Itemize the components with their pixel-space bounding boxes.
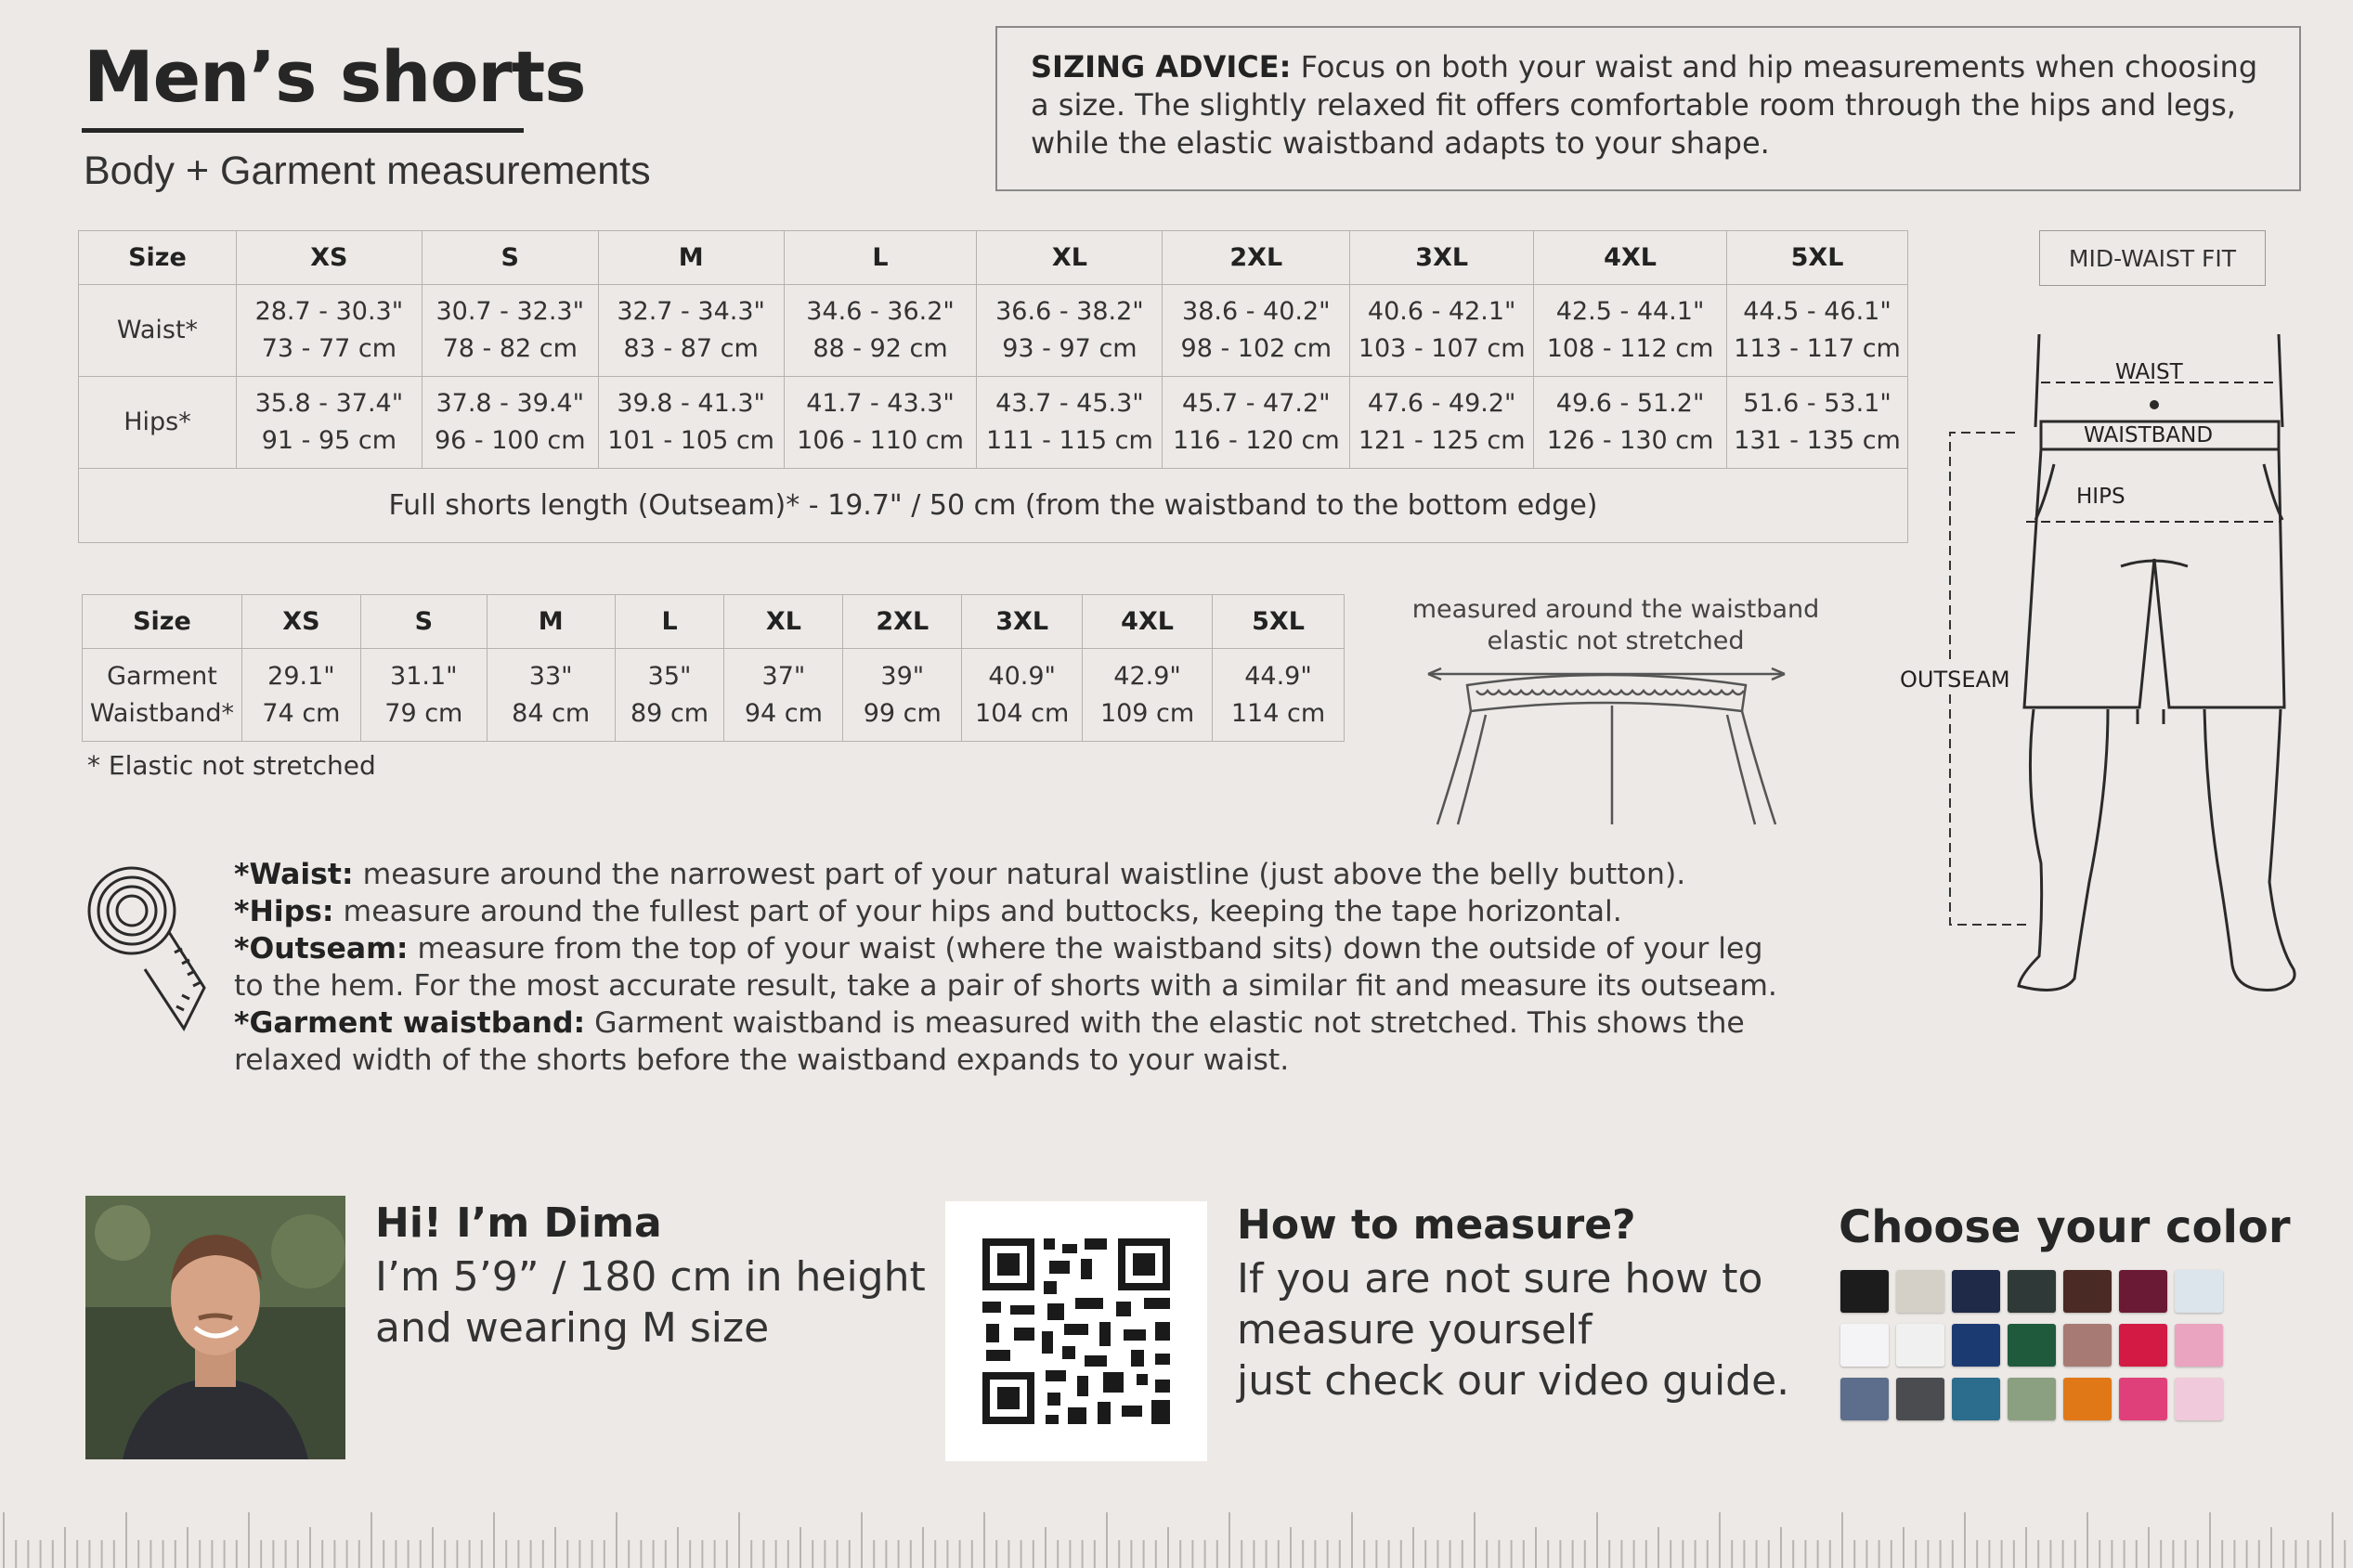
page-subtitle: Body + Garment measurements (84, 149, 651, 193)
sizing-advice-label: SIZING ADVICE: (1031, 49, 1292, 84)
sizing-advice-box (995, 26, 2301, 191)
table-cell: 45.7 - 47.2" 116 - 120 cm (1163, 377, 1350, 469)
table-cell: 47.6 - 49.2" 121 - 125 cm (1350, 377, 1534, 469)
fit-label-waist: WAIST (2115, 360, 2183, 384)
elastic-footnote: * Elastic not stretched (87, 750, 376, 781)
table-cell: 35" 89 cm (615, 649, 724, 742)
definition-item: *Hips: measure around the fullest part of your hips and buttocks, keeping the tape horizontal. (234, 895, 1622, 928)
table-cell: 44.9" 114 cm (1213, 649, 1345, 742)
measure-line: measure yourself (1237, 1306, 1592, 1354)
sizing-advice-text: Focus on both your waist and hip measurements when choosing a size. The slightly relaxed fit offers comfortable room through the hips and legs, while the elastic waistband adapts to your shape. (1031, 49, 2258, 161)
header-cell: L (615, 595, 724, 649)
color-swatch[interactable] (2175, 1378, 2223, 1420)
row-label: Garment Waistband* (83, 649, 242, 742)
fit-label-waistband: WAISTBAND (2084, 423, 2214, 447)
table-row-full-length (79, 469, 1908, 543)
table-cell: 43.7 - 45.3" 111 - 115 cm (977, 377, 1163, 469)
header-cell: Size (79, 231, 237, 285)
color-swatch[interactable] (1896, 1378, 1944, 1420)
header-cell: 3XL (962, 595, 1083, 649)
body-measurements-table (78, 230, 1908, 543)
model-heading: Hi! I’m Dima (375, 1199, 662, 1247)
color-swatch[interactable] (2175, 1270, 2223, 1313)
full-length-cell: Full shorts length (Outseam)* - 19.7" / 50 cm (from the waistband to the bottom edge) (79, 469, 1908, 543)
table-cell: 29.1" 74 cm (241, 649, 360, 742)
color-swatch[interactable] (2063, 1270, 2112, 1313)
measure-line: just check our video guide. (1237, 1357, 1790, 1405)
header-cell: S (360, 595, 487, 649)
table-cell: 34.6 - 36.2" 88 - 92 cm (784, 285, 977, 377)
header-cell: M (487, 595, 615, 649)
table-cell: 40.6 - 42.1" 103 - 107 cm (1350, 285, 1534, 377)
table-row-waist (79, 285, 1908, 377)
color-swatch[interactable] (1952, 1270, 2000, 1313)
color-swatch[interactable] (2008, 1270, 2056, 1313)
color-swatch[interactable] (1896, 1324, 1944, 1367)
waistband-caption (1402, 594, 1829, 657)
table-cell: 35.8 - 37.4" 91 - 95 cm (236, 377, 422, 469)
color-swatch[interactable] (2119, 1324, 2167, 1367)
header-cell: 5XL (1727, 231, 1908, 285)
table-cell: 44.5 - 46.1" 113 - 117 cm (1727, 285, 1908, 377)
table-cell: 38.6 - 40.2" 98 - 102 cm (1163, 285, 1350, 377)
table-header-row (79, 231, 1908, 285)
fit-label-hips: HIPS (2076, 485, 2126, 509)
color-swatch[interactable] (2063, 1324, 2112, 1367)
header-cell: XL (977, 231, 1163, 285)
ruler-decoration (0, 1495, 2353, 1568)
header-cell: S (422, 231, 598, 285)
table-cell: 51.6 - 53.1" 131 - 135 cm (1727, 377, 1908, 469)
definition-item: *Waist: measure around the narrowest part of your natural waistline (just above the belly button). (234, 858, 1686, 891)
how-to-measure-heading: How to measure? (1237, 1201, 1636, 1249)
table-row-hips (79, 377, 1908, 469)
page-title: Men’s shorts (84, 35, 586, 118)
color-swatch-grid (1840, 1270, 2230, 1420)
header-cell: Size (83, 595, 242, 649)
caption-line: measured around the waistband (1411, 595, 1820, 624)
color-swatch[interactable] (2008, 1324, 2056, 1367)
caption-line: elastic not stretched (1487, 627, 1745, 655)
table-cell: 37.8 - 39.4" 96 - 100 cm (422, 377, 598, 469)
table-cell: 33" 84 cm (487, 649, 615, 742)
garment-waistband-table (82, 594, 1345, 742)
header-cell: 2XL (843, 595, 962, 649)
fit-label-outseam: OUTSEAM (1900, 667, 2010, 693)
header-cell: XL (724, 595, 843, 649)
table-cell: 36.6 - 38.2" 93 - 97 cm (977, 285, 1163, 377)
table-cell: 28.7 - 30.3" 73 - 77 cm (236, 285, 422, 377)
color-swatch[interactable] (1952, 1378, 2000, 1420)
fit-label: MID-WAIST FIT (2039, 230, 2266, 286)
color-swatch[interactable] (2063, 1378, 2112, 1420)
table-cell: 30.7 - 32.3" 78 - 82 cm (422, 285, 598, 377)
color-swatch[interactable] (2119, 1378, 2167, 1420)
table-cell: 41.7 - 43.3" 106 - 110 cm (784, 377, 977, 469)
table-cell: 39.8 - 41.3" 101 - 105 cm (598, 377, 784, 469)
model-line: I’m 5’9” / 180 cm in height (375, 1253, 926, 1301)
table-header-row (83, 595, 1345, 649)
definition-item: *Outseam: measure from the top of your waist (where the waistband sits) down the outside of your leg to the hem. For the most accurate result, take a pair of shorts with a similar fit and measure its outseam. (234, 932, 1777, 1003)
color-swatch[interactable] (1840, 1324, 1889, 1367)
tape-measure-icon (85, 860, 215, 1036)
model-line: and wearing M size (375, 1304, 770, 1352)
waistband-illustration (1421, 659, 1811, 826)
color-swatch[interactable] (2119, 1270, 2167, 1313)
measurement-definitions (234, 856, 1794, 1079)
header-cell: 4XL (1083, 595, 1213, 649)
color-swatch[interactable] (2008, 1378, 2056, 1420)
color-swatch[interactable] (1896, 1270, 1944, 1313)
row-label: Hips* (79, 377, 237, 469)
model-photo (85, 1196, 345, 1459)
header-cell: M (598, 231, 784, 285)
color-swatch[interactable] (2175, 1324, 2223, 1367)
table-cell: 40.9" 104 cm (962, 649, 1083, 742)
color-swatch[interactable] (1840, 1378, 1889, 1420)
model-description (375, 1251, 926, 1354)
definition-item: *Garment waistband: Garment waistband is measured with the elastic not stretched. This shows the relaxed width of the shorts before the waistband expands to your waist. (234, 1006, 1745, 1077)
color-swatch[interactable] (1952, 1324, 2000, 1367)
header-cell: 3XL (1350, 231, 1534, 285)
header-cell: 5XL (1213, 595, 1345, 649)
table-row-garment-waistband (83, 649, 1345, 742)
table-cell: 42.9" 109 cm (1083, 649, 1213, 742)
color-swatch[interactable] (1840, 1270, 1889, 1313)
table-cell: 31.1" 79 cm (360, 649, 487, 742)
how-to-measure-text (1237, 1253, 1789, 1406)
header-cell: 4XL (1534, 231, 1727, 285)
table-cell: 39" 99 cm (843, 649, 962, 742)
measure-line: If you are not sure how to (1237, 1255, 1763, 1302)
header-cell: XS (241, 595, 360, 649)
table-cell: 42.5 - 44.1" 108 - 112 cm (1534, 285, 1727, 377)
header-cell: 2XL (1163, 231, 1350, 285)
table-cell: 49.6 - 51.2" 126 - 130 cm (1534, 377, 1727, 469)
color-heading: Choose your color (1839, 1201, 2291, 1253)
header-cell: L (784, 231, 977, 285)
header-cell: XS (236, 231, 422, 285)
table-cell: 32.7 - 34.3" 83 - 87 cm (598, 285, 784, 377)
row-label: Waist* (79, 285, 237, 377)
video-guide-qr-code[interactable] (945, 1201, 1207, 1461)
title-underline (82, 128, 524, 133)
table-cell: 37" 94 cm (724, 649, 843, 742)
